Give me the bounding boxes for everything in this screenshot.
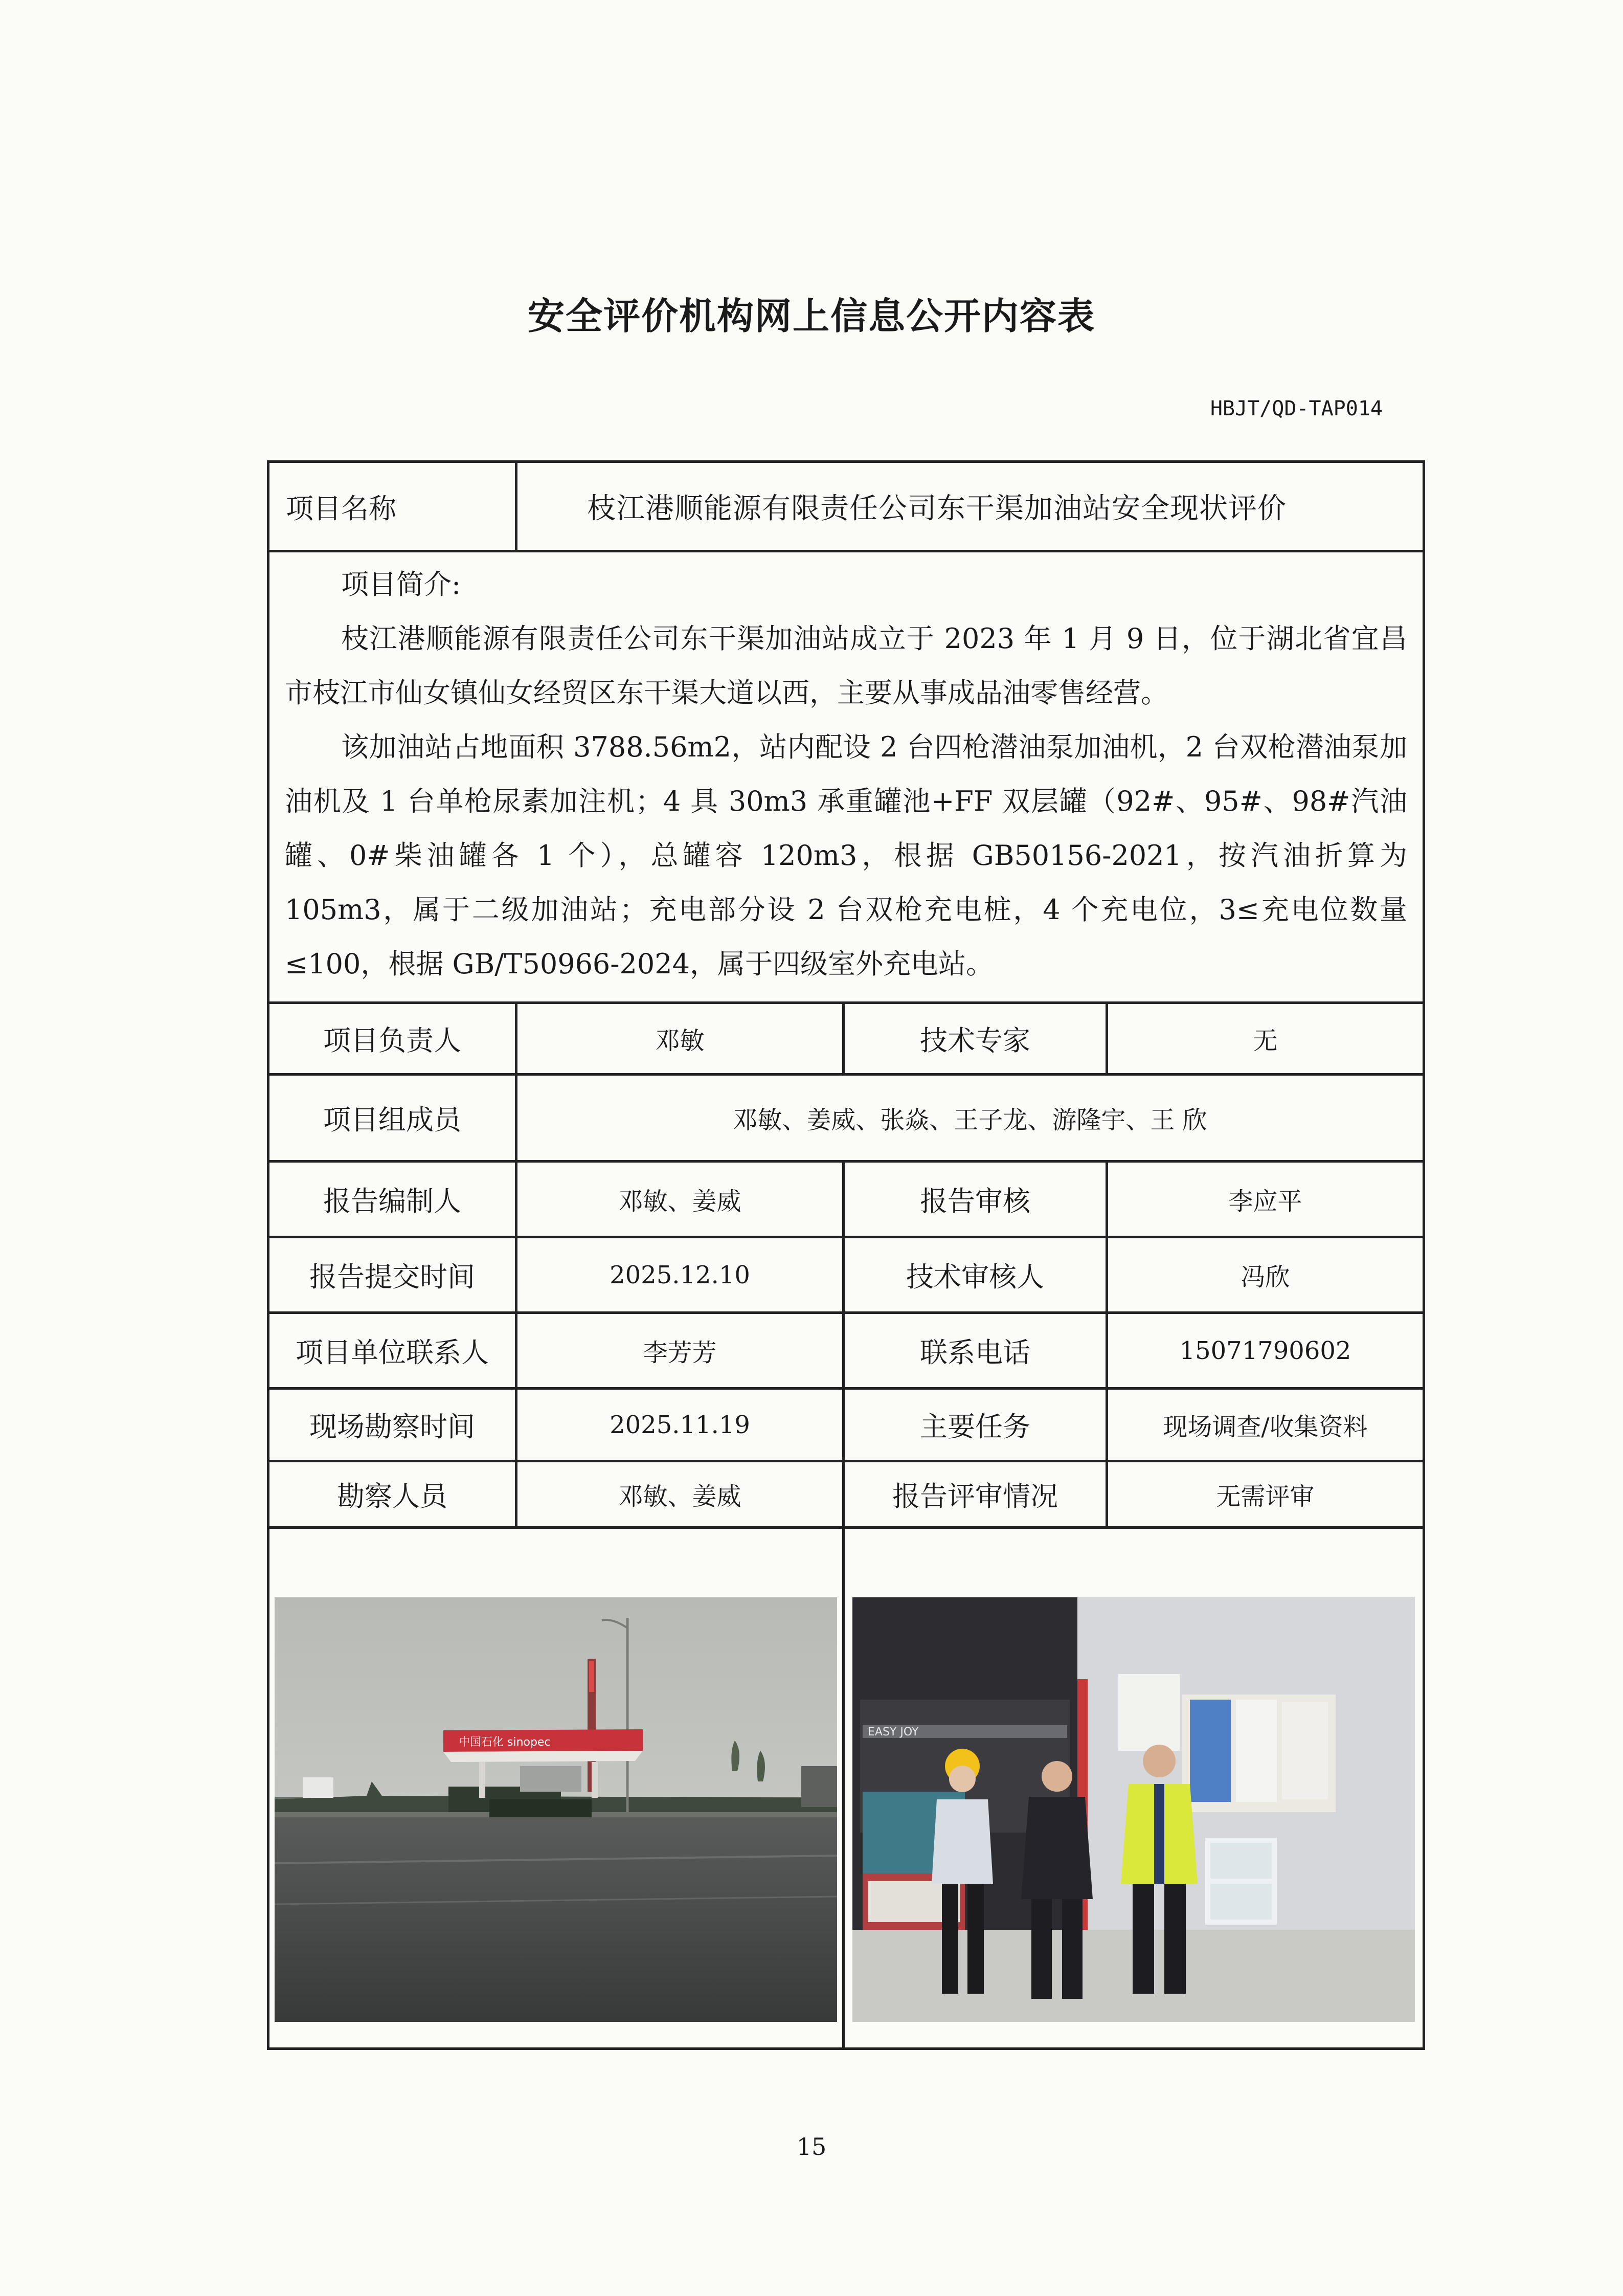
row-photos (268, 1528, 1424, 2049)
contact-person-value: 李芳芳 (516, 1313, 844, 1389)
document-code: HBJT/QD-TAP014 (1210, 397, 1383, 420)
main-task-value: 现场调查/收集资料 (1107, 1389, 1424, 1461)
leader-label: 项目负责人 (268, 1003, 516, 1075)
members-value: 邓敏、姜威、张焱、王子龙、游隆宇、王 欣 (516, 1075, 1424, 1162)
project-name-label-text: 项目名称 (286, 492, 396, 525)
project-name-value (516, 462, 1424, 551)
project-intro-heading: 项目简介: (341, 568, 461, 600)
project-intro-paragraph-2: 该加油站占地面积 3788.56m2，站内配设 2 台四枪潜油泵加油机，2 台双枪潜油泵加油机及 1 台单枪尿素加注机；4 具 30m3 承重罐池+FF 双层罐（92#、95#、98#汽油罐、0#柴油罐各 1 个），总罐容 120m3，根据 GB50156-2021，按汽油折算为 105m3，属于二级加油站；充电部分设 2 台双枪充电桩，4 个充电位，3≤充电位数量≤100，根据 GB/T50966-2024，属于四级室外充电站。 (285, 731, 1407, 980)
phone-label: 联系电话 (844, 1313, 1107, 1389)
tech-expert-value: 无 (1107, 1003, 1424, 1075)
survey-time-value: 2025.11.19 (516, 1389, 844, 1461)
page-number: 15 (796, 2133, 827, 2160)
project-name-label (268, 462, 516, 551)
review-value: 李应平 (1107, 1162, 1424, 1237)
row-survey (268, 1389, 1424, 1461)
row-submit (268, 1237, 1424, 1313)
members-label: 项目组成员 (268, 1075, 516, 1162)
photo-cell-left (268, 1528, 844, 2049)
compiler-value: 邓敏、姜威 (516, 1162, 844, 1237)
site-survey-photo (852, 1597, 1415, 2022)
tech-expert-label: 技术专家 (844, 1003, 1107, 1075)
info-table (267, 460, 1425, 2050)
submit-time-label: 报告提交时间 (268, 1237, 516, 1313)
gas-station-photo (275, 1597, 837, 2022)
project-intro-cell (268, 551, 1424, 1003)
compiler-label: 报告编制人 (268, 1162, 516, 1237)
review-label: 报告审核 (844, 1162, 1107, 1237)
leader-value: 邓敏 (516, 1003, 844, 1075)
photo-cell-right (844, 1528, 1424, 2049)
tech-reviewer-value: 冯欣 (1107, 1237, 1424, 1313)
page-title: 安全评价机构网上信息公开内容表 (527, 295, 1095, 338)
project-name-value-text: 枝江港顺能源有限责任公司东干渠加油站安全现状评价 (587, 492, 1287, 525)
evaluation-label: 报告评审情况 (844, 1461, 1107, 1528)
survey-time-label: 现场勘察时间 (268, 1389, 516, 1461)
phone-value: 15071790602 (1107, 1313, 1424, 1389)
surveyors-label: 勘察人员 (268, 1461, 516, 1528)
row-members (268, 1075, 1424, 1162)
surveyors-value: 邓敏、姜威 (516, 1461, 844, 1528)
row-compiler (268, 1162, 1424, 1237)
store-sign-text: EASY JOY (868, 1726, 919, 1738)
project-intro-paragraph-1: 枝江港顺能源有限责任公司东干渠加油站成立于 2023 年 1 月 9 日，位于湖北省宜昌市枝江市仙女镇仙女经贸区东干渠大道以西，主要从事成品油零售经营。 (285, 622, 1407, 709)
submit-time-value: 2025.12.10 (516, 1237, 844, 1313)
row-leader (268, 1003, 1424, 1075)
evaluation-value: 无需评审 (1107, 1461, 1424, 1528)
row-contact (268, 1313, 1424, 1389)
row-project-intro (268, 551, 1424, 1003)
row-project-name (268, 462, 1424, 551)
contact-person-label: 项目单位联系人 (268, 1313, 516, 1389)
canopy-text: 中国石化 sinopec (459, 1736, 551, 1749)
tech-reviewer-label: 技术审核人 (844, 1237, 1107, 1313)
main-task-label: 主要任务 (844, 1389, 1107, 1461)
row-surveyors (268, 1461, 1424, 1528)
